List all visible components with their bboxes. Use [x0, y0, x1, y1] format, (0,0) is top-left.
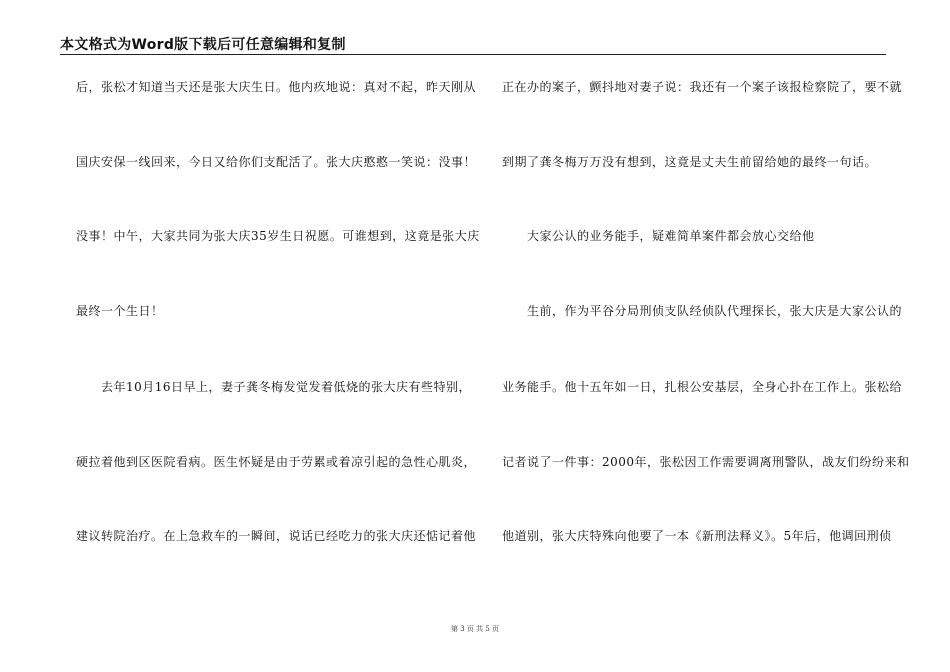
text-line: 最终一个生日！ [76, 304, 164, 318]
text-line: 后，张松才知道当天还是张大庆生日。他内疚地说：真对不起，昨天刚从 [76, 80, 477, 94]
text-line: 去年10月16日早上，妻子龚冬梅发觉发着低烧的张大庆有些特别， [76, 380, 472, 394]
text-line: 国庆安保一线回来，今日又给你们支配活了。张大庆憨憨一笑说：没事！ [76, 155, 477, 169]
text-line: 没事！中午，大家共同为张大庆35岁生日祝愿。可谁想到，这竟是张大庆 [76, 229, 480, 243]
text-line: 业务能手。他十五年如一日，扎根公安基层，全身心扑在工作上。张松给 [502, 380, 903, 394]
text-line: 正在办的案子，颤抖地对妻子说：我还有一个案子该报检察院了，要不就 [502, 80, 903, 94]
text-line: 建议转院治疗。在上急救车的一瞬间，说话已经吃力的张大庆还惦记着他 [76, 529, 477, 543]
text-line: 记者说了一件事：2000年，张松因工作需要调离刑警队，战友们纷纷来和 [502, 455, 910, 469]
text-line: 生前，作为平谷分局刑侦支队经侦队代理探长，张大庆是大家公认的 [502, 304, 903, 318]
text-line: 到期了龚冬梅万万没有想到，这竟是丈夫生前留给她的最终一句话。 [502, 155, 878, 169]
page-number: 第 3 页 共 5 页 [450, 625, 500, 633]
header-divider [60, 54, 886, 55]
text-line: 硬拉着他到区医院看病。医生怀疑是由于劳累或着凉引起的急性心肌炎， [76, 455, 477, 469]
header-title: 本文格式为Word版下载后可任意编辑和复制 [60, 37, 346, 53]
text-line: 大家公认的业务能手，疑难简单案件都会放心交给他 [502, 229, 815, 243]
text-line: 他道别，张大庆特殊向他要了一本《新刑法释义》。5年后，他调回刑侦 [502, 529, 892, 543]
